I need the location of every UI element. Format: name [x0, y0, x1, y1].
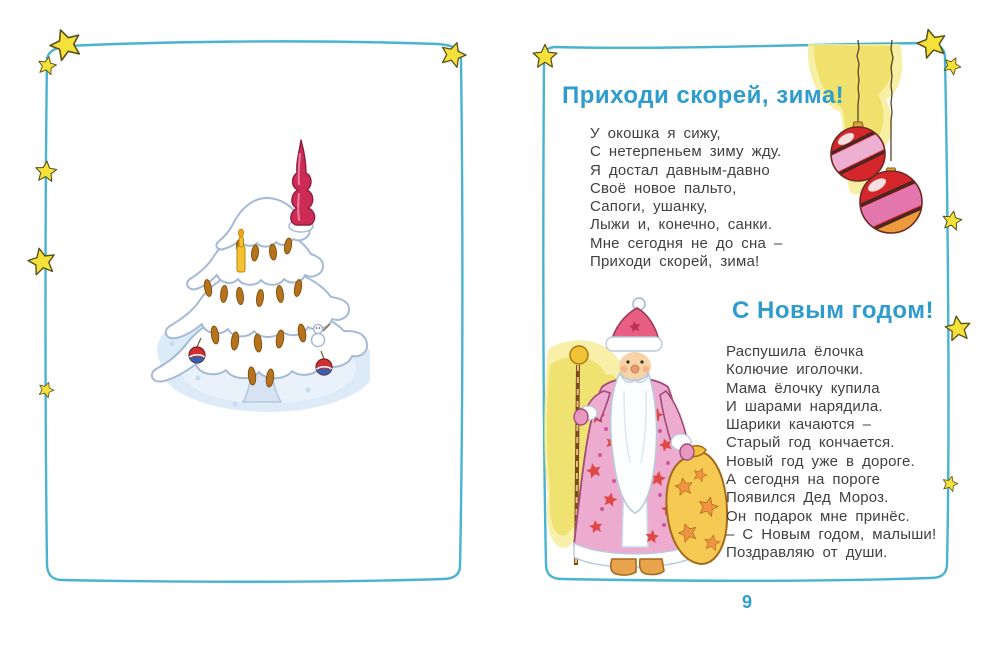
poem-line: Мне сегодня не до сна – — [590, 234, 783, 252]
poem-line: Приходи скорей, зима! — [590, 253, 760, 271]
star-icon — [46, 25, 84, 63]
poem-line: Распушила ёлочка — [726, 343, 864, 360]
poem-line: Колючие иголочки. — [726, 361, 864, 379]
poem-title-winter: Приходи скорей, зима! — [562, 82, 845, 109]
star-icon — [941, 474, 959, 492]
poem-title-new-year: С Новым годом! — [732, 297, 935, 324]
poem-line: Шарики качаются – — [726, 416, 872, 434]
poem-line: Своё новое пальто, — [590, 179, 737, 197]
poem-line: Старый год кончается. — [726, 434, 895, 452]
poem-line: У окошка я сижу, — [590, 125, 721, 142]
poem-winter-text — [590, 125, 782, 271]
poem-line: Поздравляю от души. — [726, 544, 888, 562]
poem-line: Новый год уже в дороге. — [726, 452, 915, 470]
poem-line: Мама ёлочку купила — [726, 379, 880, 397]
christmas-tree-illustration — [140, 128, 370, 428]
tree-topper-spire — [289, 140, 315, 232]
page-number: 9 — [742, 592, 753, 612]
star-icon — [26, 246, 57, 276]
poem-line: Появился Дед Мороз. — [726, 489, 889, 507]
poem-new-year-text — [726, 343, 936, 563]
poem-line: – С Новым годом, малыши! — [726, 525, 937, 543]
hanging-baubles-illustration — [800, 40, 960, 252]
poem-line: Я достал давным-давно — [590, 161, 770, 179]
ded-moroz-illustration — [540, 295, 730, 590]
poem-line: Лыжи и, конечно, санки. — [590, 216, 773, 234]
poem-line: Он подарок мне принёс. — [726, 507, 910, 525]
poem-line: А сегодня на пороге — [726, 471, 881, 489]
poem-line: Сапоги, ушанку, — [590, 198, 708, 216]
poem-line: И шарами нарядила. — [726, 397, 883, 415]
poem-line: С нетерпеньем зиму жду. — [590, 143, 782, 161]
